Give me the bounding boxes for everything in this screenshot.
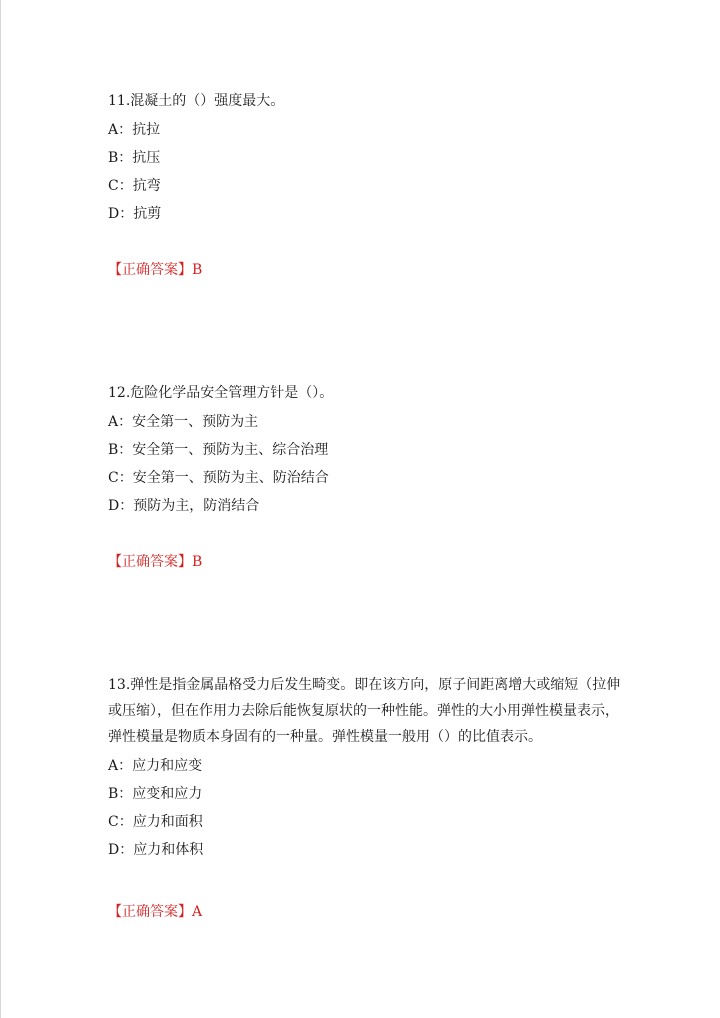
correct-answer: 【正确答案】B (108, 262, 203, 278)
option-d: D：抗剪 (108, 206, 162, 222)
option-d: D：应力和体积 (108, 842, 204, 858)
option-a: A：应力和应变 (108, 758, 203, 774)
question-11 (108, 88, 628, 228)
option-a: A：安全第一、预防为主 (108, 414, 259, 430)
option-c: C：抗弯 (108, 178, 161, 194)
correct-answer: 【正确答案】A (108, 904, 203, 920)
option-c: C：应力和面积 (108, 814, 203, 830)
option-b: B：应变和应力 (108, 786, 203, 802)
question-12 (108, 380, 628, 520)
option-list (108, 408, 628, 520)
question-stem: 11.混凝土的（）强度最大。 (108, 93, 285, 109)
question-stem: 13.弹性是指金属晶格受力后发生畸变。即在该方向，原子间距离增大或缩短（拉伸或压缩），但在作用力去除后能恢复原状的一种性能。弹性的大小用弹性模量表示，弹性模量是物质本身固有的一种量。弹性模量一般用（）的比值表示。 (108, 677, 621, 745)
option-a: A：抗拉 (108, 122, 161, 138)
option-d: D：预防为主，防消结合 (108, 498, 260, 514)
option-b: B：抗压 (108, 150, 161, 166)
question-stem: 12.危险化学品安全管理方针是（）。 (108, 385, 334, 401)
option-list (108, 116, 628, 228)
correct-answer: 【正确答案】B (108, 554, 203, 570)
question-13 (108, 672, 628, 864)
option-b: B：安全第一、预防为主、综合治理 (108, 442, 329, 458)
option-c: C：安全第一、预防为主、防治结合 (108, 470, 329, 486)
option-list (108, 752, 628, 864)
